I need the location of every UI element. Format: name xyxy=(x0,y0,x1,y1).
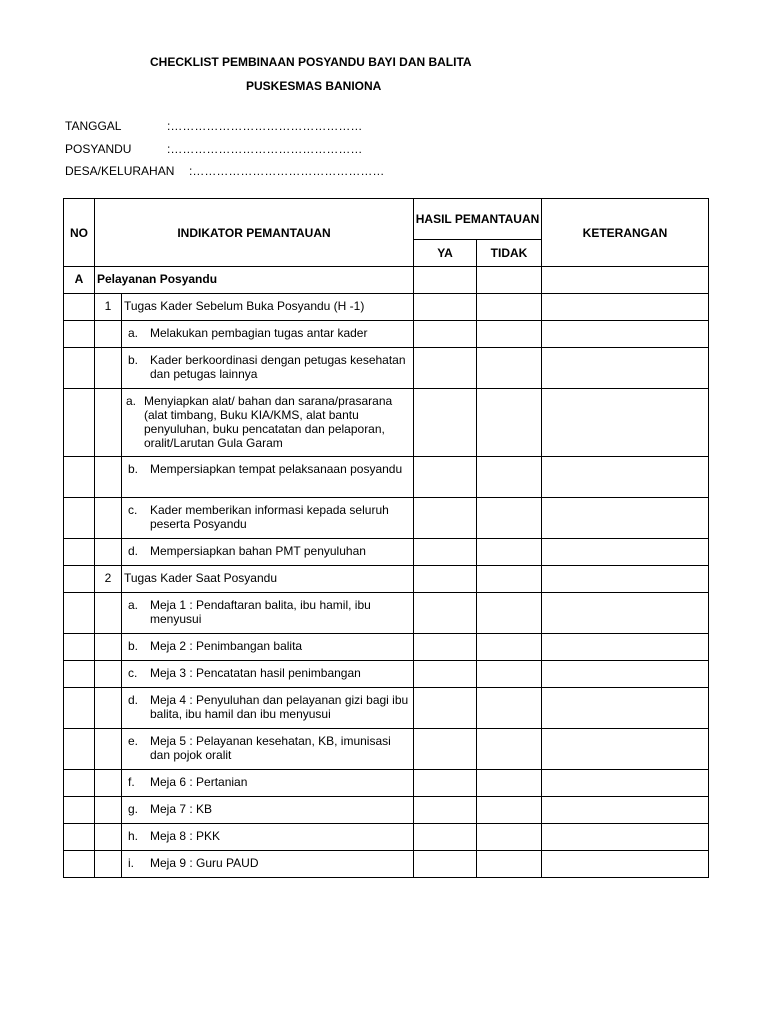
header-indikator: INDIKATOR PEMANTAUAN xyxy=(95,199,414,267)
ya-cell[interactable] xyxy=(414,770,477,797)
row-number xyxy=(95,457,122,498)
row-number xyxy=(95,566,122,593)
tidak-cell[interactable] xyxy=(477,566,542,593)
row-number xyxy=(95,688,122,729)
indicator-cell xyxy=(122,457,414,498)
table-row xyxy=(64,498,709,539)
item-marker: b. xyxy=(128,639,139,653)
row-number xyxy=(95,729,122,770)
tidak-cell[interactable] xyxy=(477,593,542,634)
ya-cell[interactable] xyxy=(414,457,477,498)
row-no xyxy=(64,729,95,770)
indicator-cell xyxy=(122,634,414,661)
table-row xyxy=(64,824,709,851)
indicator-text: Mempersiapkan bahan PMT penyuluhan xyxy=(150,544,366,558)
tidak-cell[interactable] xyxy=(477,348,542,389)
table-row xyxy=(64,797,709,824)
keterangan-cell[interactable] xyxy=(542,267,709,294)
indicator-cell xyxy=(122,389,414,457)
ya-cell[interactable] xyxy=(414,634,477,661)
field-label: POSYANDU xyxy=(65,142,132,156)
keterangan-cell[interactable] xyxy=(542,688,709,729)
item-marker: b. xyxy=(128,462,139,476)
ya-cell[interactable] xyxy=(414,851,477,878)
row-no xyxy=(64,824,95,851)
table-row xyxy=(64,661,709,688)
keterangan-cell[interactable] xyxy=(542,770,709,797)
field-value: :………………………………………… xyxy=(189,164,385,178)
indicator-cell xyxy=(122,770,414,797)
keterangan-cell[interactable] xyxy=(542,797,709,824)
ya-cell[interactable] xyxy=(414,661,477,688)
ya-cell[interactable] xyxy=(414,389,477,457)
ya-cell[interactable] xyxy=(414,824,477,851)
row-number xyxy=(95,498,122,539)
table-row xyxy=(64,566,709,593)
item-marker: h. xyxy=(128,829,139,843)
row-number xyxy=(95,593,122,634)
indicator-cell xyxy=(122,294,414,321)
indicator-text: Meja 7 : KB xyxy=(150,802,213,816)
item-marker: c. xyxy=(128,666,138,680)
row-number xyxy=(95,348,122,389)
row-number xyxy=(95,851,122,878)
table-row xyxy=(64,770,709,797)
tidak-cell[interactable] xyxy=(477,770,542,797)
row-no xyxy=(64,661,95,688)
indicator-cell xyxy=(122,498,414,539)
row-number xyxy=(95,539,122,566)
row-no xyxy=(64,321,95,348)
tidak-cell[interactable] xyxy=(477,797,542,824)
indicator-text: Meja 4 : Penyuluhan dan pelayanan gizi bagi ibu balita, ibu hamil dan ibu menyusui xyxy=(150,693,409,721)
indicator-cell xyxy=(122,688,414,729)
checklist-body xyxy=(64,267,709,878)
indicator-cell xyxy=(122,729,414,770)
keterangan-cell[interactable] xyxy=(542,661,709,688)
keterangan-cell[interactable] xyxy=(542,729,709,770)
tidak-cell[interactable] xyxy=(477,498,542,539)
keterangan-cell[interactable] xyxy=(542,348,709,389)
keterangan-cell[interactable] xyxy=(542,824,709,851)
keterangan-cell[interactable] xyxy=(542,851,709,878)
row-no xyxy=(64,389,95,457)
indicator-text: Meja 2 : Penimbangan balita xyxy=(150,639,303,653)
keterangan-cell[interactable] xyxy=(542,389,709,457)
table-row xyxy=(64,267,709,294)
indicator-text: Meja 6 : Pertanian xyxy=(150,775,248,789)
indicator-text: Kader memberikan informasi kepada seluruh peserta Posyandu xyxy=(150,503,389,531)
tidak-cell[interactable] xyxy=(477,321,542,348)
tidak-cell[interactable] xyxy=(477,824,542,851)
field-tanggal xyxy=(65,119,362,133)
document-subtitle: PUSKESMAS BANIONA xyxy=(246,79,382,93)
row-number xyxy=(95,321,122,348)
header-keterangan: KETERANGAN xyxy=(542,199,709,267)
field-posyandu xyxy=(65,142,362,156)
row-number xyxy=(95,770,122,797)
indicator-cell xyxy=(122,566,414,593)
row-number xyxy=(95,824,122,851)
table-row xyxy=(64,348,709,389)
item-marker: i. xyxy=(128,856,134,870)
indicator-heading: Tugas Kader Sebelum Buka Posyandu (H -1) xyxy=(124,299,365,313)
indicator-text: Melakukan pembagian tugas antar kader xyxy=(150,326,368,340)
ya-cell[interactable] xyxy=(414,729,477,770)
row-no xyxy=(64,539,95,566)
tidak-cell[interactable] xyxy=(477,457,542,498)
table-row xyxy=(64,851,709,878)
table-row xyxy=(64,539,709,566)
indicator-text: Mempersiapkan tempat pelaksanaan posyandu xyxy=(150,462,403,476)
item-marker: a. xyxy=(128,598,139,612)
row-no xyxy=(64,457,95,498)
tidak-cell[interactable] xyxy=(477,539,542,566)
header-hasil: HASIL PEMANTAUAN xyxy=(414,199,542,240)
section-letter: A xyxy=(74,272,84,286)
tidak-cell[interactable] xyxy=(477,729,542,770)
item-marker: e. xyxy=(128,734,139,748)
row-no xyxy=(64,851,95,878)
row-no xyxy=(64,634,95,661)
section-title: Pelayanan Posyandu xyxy=(97,272,218,286)
ya-cell[interactable] xyxy=(414,566,477,593)
indicator-cell xyxy=(122,661,414,688)
ya-cell[interactable] xyxy=(414,539,477,566)
item-marker: g. xyxy=(128,802,139,816)
item-marker: c. xyxy=(128,503,138,517)
row-no xyxy=(64,498,95,539)
row-no xyxy=(64,593,95,634)
keterangan-cell[interactable] xyxy=(542,539,709,566)
document-title: CHECKLIST PEMBINAAN POSYANDU BAYI DAN BALITA xyxy=(150,55,472,69)
item-marker: d. xyxy=(128,544,139,558)
keterangan-cell[interactable] xyxy=(542,498,709,539)
header-ya: YA xyxy=(414,240,477,267)
indicator-cell xyxy=(122,797,414,824)
keterangan-cell[interactable] xyxy=(542,321,709,348)
indicator-text: Menyiapkan alat/ bahan dan sarana/prasarana (alat timbang, Buku KIA/KMS, alat bantu penyuluhan, buku pencatatan dan pelaporan, oralit/Larutan Gula Garam xyxy=(144,394,393,450)
header-no: NO xyxy=(64,199,95,267)
item-marker: d. xyxy=(128,693,139,707)
item-marker: a. xyxy=(128,326,139,340)
row-no xyxy=(64,267,95,294)
row-number xyxy=(95,797,122,824)
keterangan-cell[interactable] xyxy=(542,566,709,593)
row-no xyxy=(64,770,95,797)
ya-cell[interactable] xyxy=(414,498,477,539)
indicator-text: Meja 1 : Pendaftaran balita, ibu hamil, ibu menyusui xyxy=(150,598,371,626)
row-no xyxy=(64,294,95,321)
ya-cell[interactable] xyxy=(414,321,477,348)
indicator-text: Meja 9 : Guru PAUD xyxy=(150,856,259,870)
table-row xyxy=(64,294,709,321)
field-label: TANGGAL xyxy=(65,119,122,133)
ya-cell[interactable] xyxy=(414,593,477,634)
row-number xyxy=(95,294,122,321)
indicator-cell xyxy=(122,348,414,389)
keterangan-cell[interactable] xyxy=(542,457,709,498)
indicator-text: Meja 8 : PKK xyxy=(150,829,221,843)
item-number: 2 xyxy=(104,571,112,585)
item-marker: b. xyxy=(128,353,139,367)
item-marker: f. xyxy=(128,775,135,789)
row-no xyxy=(64,348,95,389)
item-number: 1 xyxy=(104,299,112,313)
indicator-cell xyxy=(122,321,414,348)
header-tidak: TIDAK xyxy=(477,240,542,267)
keterangan-cell[interactable] xyxy=(542,634,709,661)
tidak-cell[interactable] xyxy=(477,267,542,294)
field-value: :………………………………………… xyxy=(167,142,363,156)
ya-cell[interactable] xyxy=(414,267,477,294)
table-row xyxy=(64,729,709,770)
keterangan-cell[interactable] xyxy=(542,294,709,321)
indicator-cell xyxy=(122,539,414,566)
row-no xyxy=(64,566,95,593)
indicator-cell xyxy=(122,593,414,634)
tidak-cell[interactable] xyxy=(477,389,542,457)
ya-cell[interactable] xyxy=(414,348,477,389)
ya-cell[interactable] xyxy=(414,688,477,729)
row-no xyxy=(64,797,95,824)
section-title-cell xyxy=(95,267,414,294)
table-row xyxy=(64,688,709,729)
indicator-text: Meja 5 : Pelayanan kesehatan, KB, imunisasi dan pojok oralit xyxy=(150,734,391,762)
ya-cell[interactable] xyxy=(414,797,477,824)
tidak-cell[interactable] xyxy=(477,661,542,688)
indicator-text: Kader berkoordinasi dengan petugas kesehatan dan petugas lainnya xyxy=(150,353,406,381)
indicator-text: Meja 3 : Pencatatan hasil penimbangan xyxy=(150,666,361,680)
table-row xyxy=(64,457,709,498)
tidak-cell[interactable] xyxy=(477,294,542,321)
field-value: :………………………………………… xyxy=(167,119,363,133)
keterangan-cell[interactable] xyxy=(542,593,709,634)
tidak-cell[interactable] xyxy=(477,688,542,729)
row-number xyxy=(95,634,122,661)
row-number xyxy=(95,661,122,688)
tidak-cell[interactable] xyxy=(477,634,542,661)
indicator-cell xyxy=(122,824,414,851)
field-label: DESA/KELURAHAN xyxy=(65,164,175,178)
table-row xyxy=(64,321,709,348)
table-row xyxy=(64,593,709,634)
indicator-cell xyxy=(122,851,414,878)
item-marker: a. xyxy=(126,394,137,408)
row-no xyxy=(64,688,95,729)
table-row xyxy=(64,634,709,661)
table-row xyxy=(64,389,709,457)
ya-cell[interactable] xyxy=(414,294,477,321)
tidak-cell[interactable] xyxy=(477,851,542,878)
row-number xyxy=(95,389,122,457)
checklist-table xyxy=(63,198,709,878)
indicator-heading: Tugas Kader Saat Posyandu xyxy=(124,571,277,585)
field-desa-kelurahan xyxy=(65,164,384,178)
